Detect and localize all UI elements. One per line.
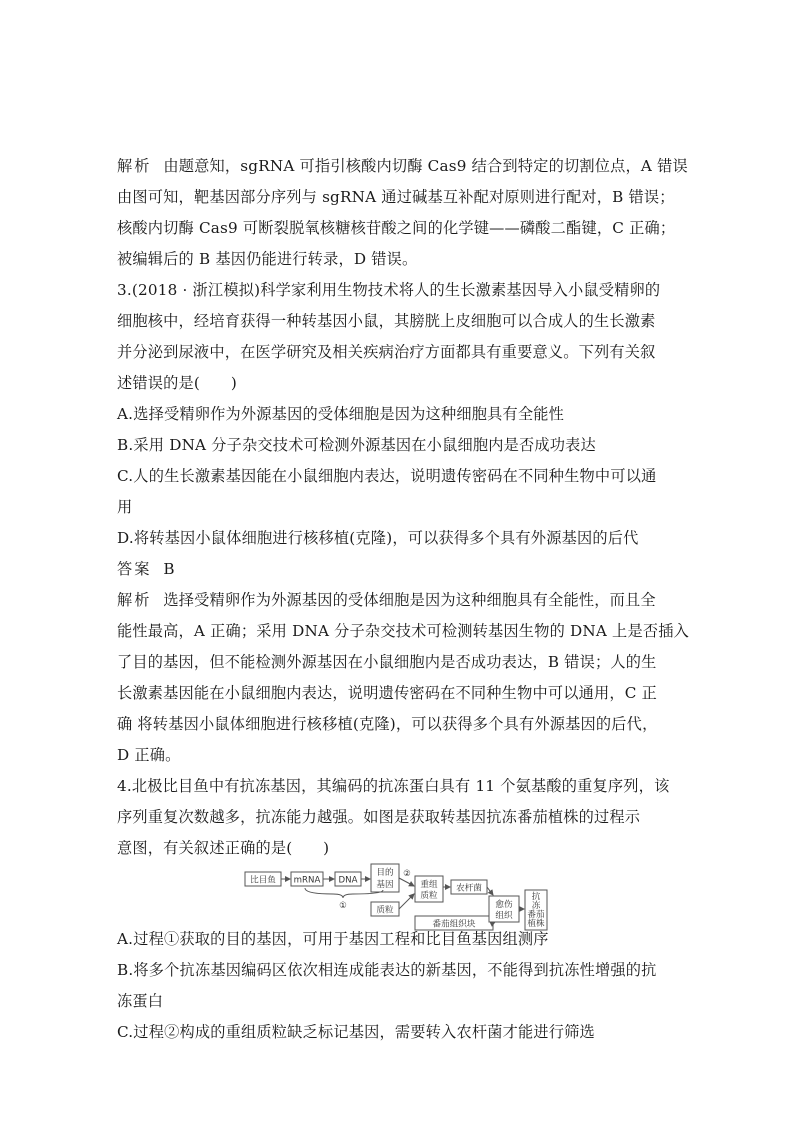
- analysis-3-line-1: 解析 选择受精卵作为外源基因的受体细胞是因为这种细胞具有全能性，而且全: [117, 591, 656, 609]
- process-diagram-svg: [243, 862, 549, 934]
- question-4-line-1: 4.北极比目鱼中有抗冻基因，其编码的抗冻蛋白具有 11 个氨基酸的重复序列，该: [117, 777, 670, 795]
- analysis-label: 解析: [117, 157, 152, 175]
- analysis-line-3: 核酸内切酶 Cas9 可断裂脱氧核糖核苷酸之间的化学键——磷酸二酯键，C 正确；: [117, 219, 676, 237]
- q4-option-c: C.过程②构成的重组质粒缺乏标记基因，需要转入农杆菌才能进行筛选: [117, 1023, 595, 1041]
- label-callus-1: 愈伤: [495, 900, 513, 910]
- question-3-line-2: 细胞核中，经培育获得一种转基因小鼠，其膀胱上皮细胞可以合成人的生长激素: [117, 312, 656, 330]
- option-d: D.将转基因小鼠体细胞进行核移植(克隆)，可以获得多个具有外源基因的后代: [117, 529, 639, 547]
- question-3-line-3: 并分泌到尿液中，在医学研究及相关疾病治疗方面都具有重要意义。下列有关叙: [117, 343, 656, 361]
- label-mrna: mRNA: [293, 875, 321, 886]
- analysis-3-line-5: 确 将转基因小鼠体细胞进行核移植(克隆)，可以获得多个具有外源基因的后代，: [117, 715, 658, 733]
- label-recomb-2: 质粒: [420, 891, 438, 901]
- label-plant-2: 冻: [531, 901, 541, 911]
- label-step-1: ①: [339, 901, 347, 911]
- analysis-3-line-3: 了目的基因，但不能检测外源基因在小鼠细胞内是否成功表达，B 错误；人的生: [117, 653, 657, 671]
- label-recomb-1: 重组: [420, 880, 438, 890]
- analysis-line-1: 解析 由题意知，sgRNA 可指引核酸内切酶 Cas9 结合到特定的切割位点，A 错误: [117, 157, 688, 175]
- analysis-3-line-4: 长激素基因能在小鼠细胞内表达，说明遗传密码在不同种生物中可以通用，C 正: [117, 684, 658, 702]
- answer-value: B: [163, 560, 175, 578]
- analysis-line-4: 被编辑后的 B 基因仍能进行转录，D 错误。: [117, 250, 418, 268]
- label-plant-4: 植株: [527, 919, 545, 929]
- label-plasmid: 质粒: [376, 905, 394, 916]
- question-3-line-1: 3.(2018 · 浙江模拟)科学家利用生物技术将人的生长激素基因导入小鼠受精卵的: [117, 281, 661, 299]
- label-target-2: 基因: [376, 880, 394, 890]
- label-target-1: 目的: [376, 868, 394, 878]
- question-3-line-4: 述错误的是( ): [117, 374, 237, 392]
- analysis-line-2: 由图可知，靶基因部分序列与 sgRNA 通过碱基互补配对原则进行配对，B 错误；: [117, 188, 675, 206]
- label-tissue: 番茄组织块: [432, 919, 476, 930]
- label-dna: DNA: [338, 875, 358, 886]
- option-a: A.选择受精卵作为外源基因的受体细胞是因为这种细胞具有全能性: [117, 405, 565, 423]
- label-callus-2: 组织: [495, 911, 513, 921]
- label-plant-1: 抗: [531, 892, 541, 902]
- q4-option-b-line-2: 冻蛋白: [117, 992, 164, 1010]
- analysis-3-line-2: 能性最高，A 正确；采用 DNA 分子杂交技术可检测转基因生物的 DNA 上是否插入: [117, 622, 689, 640]
- analysis-3-line-6: D 正确。: [117, 746, 181, 764]
- label-fish: 比目鱼: [250, 875, 276, 886]
- process-diagram: [243, 862, 549, 934]
- q4-option-a: A.过程①获取的目的基因，可用于基因工程和比目鱼基因组测序: [117, 930, 549, 948]
- option-c-line-1: C.人的生长激素基因能在小鼠细胞内表达，说明遗传密码在不同种生物中可以通: [117, 467, 657, 485]
- label-step-2: ②: [403, 869, 411, 879]
- label-agro: 农杆菌: [456, 883, 482, 894]
- answer-line: [117, 559, 175, 579]
- analysis-label: 解析: [117, 591, 152, 609]
- answer-label: 答案: [117, 560, 152, 578]
- label-plant-3: 番茄: [527, 910, 545, 920]
- question-4-line-2: 序列重复次数越多，抗冻能力越强。如图是获取转基因抗冻番茄植株的过程示: [117, 808, 641, 826]
- option-b: B.采用 DNA 分子杂交技术可检测外源基因在小鼠细胞内是否成功表达: [117, 436, 596, 454]
- q4-option-b-line-1: B.将多个抗冻基因编码区依次相连成能表达的新基因，不能得到抗冻性增强的抗: [117, 961, 657, 979]
- option-c-line-2: 用: [117, 498, 133, 516]
- question-4-line-3: 意图，有关叙述正确的是( ): [117, 839, 330, 857]
